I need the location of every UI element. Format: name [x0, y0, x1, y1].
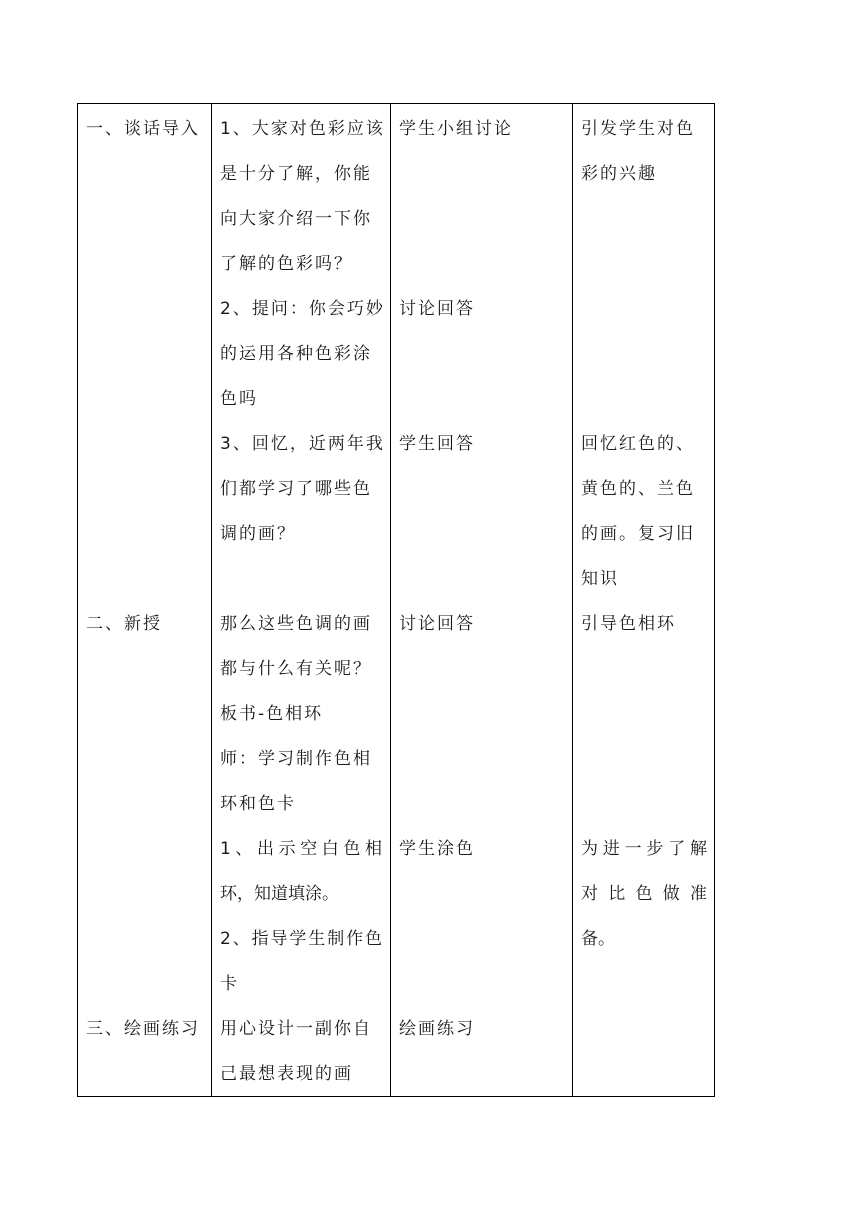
teacher-activity-line: 卡	[220, 974, 237, 994]
teacher-activity-line: 1、出示空白色相	[220, 839, 382, 859]
teacher-activity-line: 师：学习制作色相	[220, 749, 372, 769]
teacher-activity-line: 的运用各种色彩涂	[220, 344, 372, 364]
teacher-activity-cell	[220, 602, 382, 827]
teacher-activity-line: 己最想表现的画	[220, 1064, 353, 1084]
teacher-activity-line: 3、回忆，近两年我	[220, 434, 385, 454]
purpose-line: 彩的兴趣	[581, 164, 657, 184]
purpose-line: 引发学生对色	[581, 119, 695, 139]
purpose-cell	[581, 827, 707, 962]
teacher-activity-line: 调的画？	[220, 524, 296, 544]
purpose-cell	[581, 422, 709, 602]
purpose-line: 备。	[581, 929, 615, 949]
purpose-cell	[581, 107, 709, 197]
purpose-line: 对比色做准	[581, 884, 707, 904]
teacher-activity-line: 向大家介绍一下你	[220, 209, 372, 229]
stage-cell: 二、新授	[86, 614, 162, 634]
student-activity-cell: 学生涂色	[399, 839, 475, 859]
purpose-line: 回忆红色的、	[581, 434, 695, 454]
purpose-line: 引导色相环	[581, 614, 676, 634]
stage-cell: 一、谈话导入	[86, 119, 200, 139]
teacher-activity-line: 板书-色相环	[220, 704, 324, 724]
teacher-activity-cell	[220, 827, 382, 1007]
teacher-activity-line: 用心设计一副你自	[220, 1019, 372, 1039]
teacher-activity-cell	[220, 107, 385, 287]
student-activity-cell: 绘画练习	[399, 1019, 475, 1039]
teacher-activity-line: 2、提问：你会巧妙	[220, 299, 385, 319]
teacher-activity-line: 了解的色彩吗？	[220, 254, 353, 274]
column-divider	[390, 104, 391, 1096]
purpose-line: 黄色的、兰色	[581, 479, 695, 499]
teacher-activity-line: 都与什么有关呢？	[220, 659, 372, 679]
purpose-line: 知识	[581, 569, 619, 589]
student-activity-cell: 讨论回答	[399, 299, 475, 319]
column-divider	[572, 104, 573, 1096]
teacher-activity-line: 2、指导学生制作色	[220, 929, 382, 949]
purpose-line: 为进一步了解	[581, 839, 707, 859]
teacher-activity-cell	[220, 422, 385, 557]
column-divider	[211, 104, 212, 1096]
teacher-activity-line: 色吗	[220, 389, 258, 409]
teacher-activity-line: 是十分了解，你能	[220, 164, 372, 184]
teacher-activity-cell	[220, 1007, 382, 1097]
purpose-cell	[581, 602, 709, 647]
student-activity-cell: 讨论回答	[399, 614, 475, 634]
teacher-activity-line: 那么这些色调的画	[220, 614, 372, 634]
teacher-activity-cell	[220, 287, 385, 422]
stage-cell: 三、绘画练习	[86, 1019, 200, 1039]
student-activity-cell: 学生回答	[399, 434, 475, 454]
teacher-activity-line: 们都学习了哪些色	[220, 479, 372, 499]
lesson-plan-table	[77, 103, 715, 1097]
teacher-activity-line: 环，知道填涂。	[220, 884, 339, 904]
teacher-activity-line: 环和色卡	[220, 794, 296, 814]
teacher-activity-line: 1、大家对色彩应该	[220, 119, 385, 139]
purpose-line: 的画。复习旧	[581, 524, 695, 544]
student-activity-cell: 学生小组讨论	[399, 119, 513, 139]
